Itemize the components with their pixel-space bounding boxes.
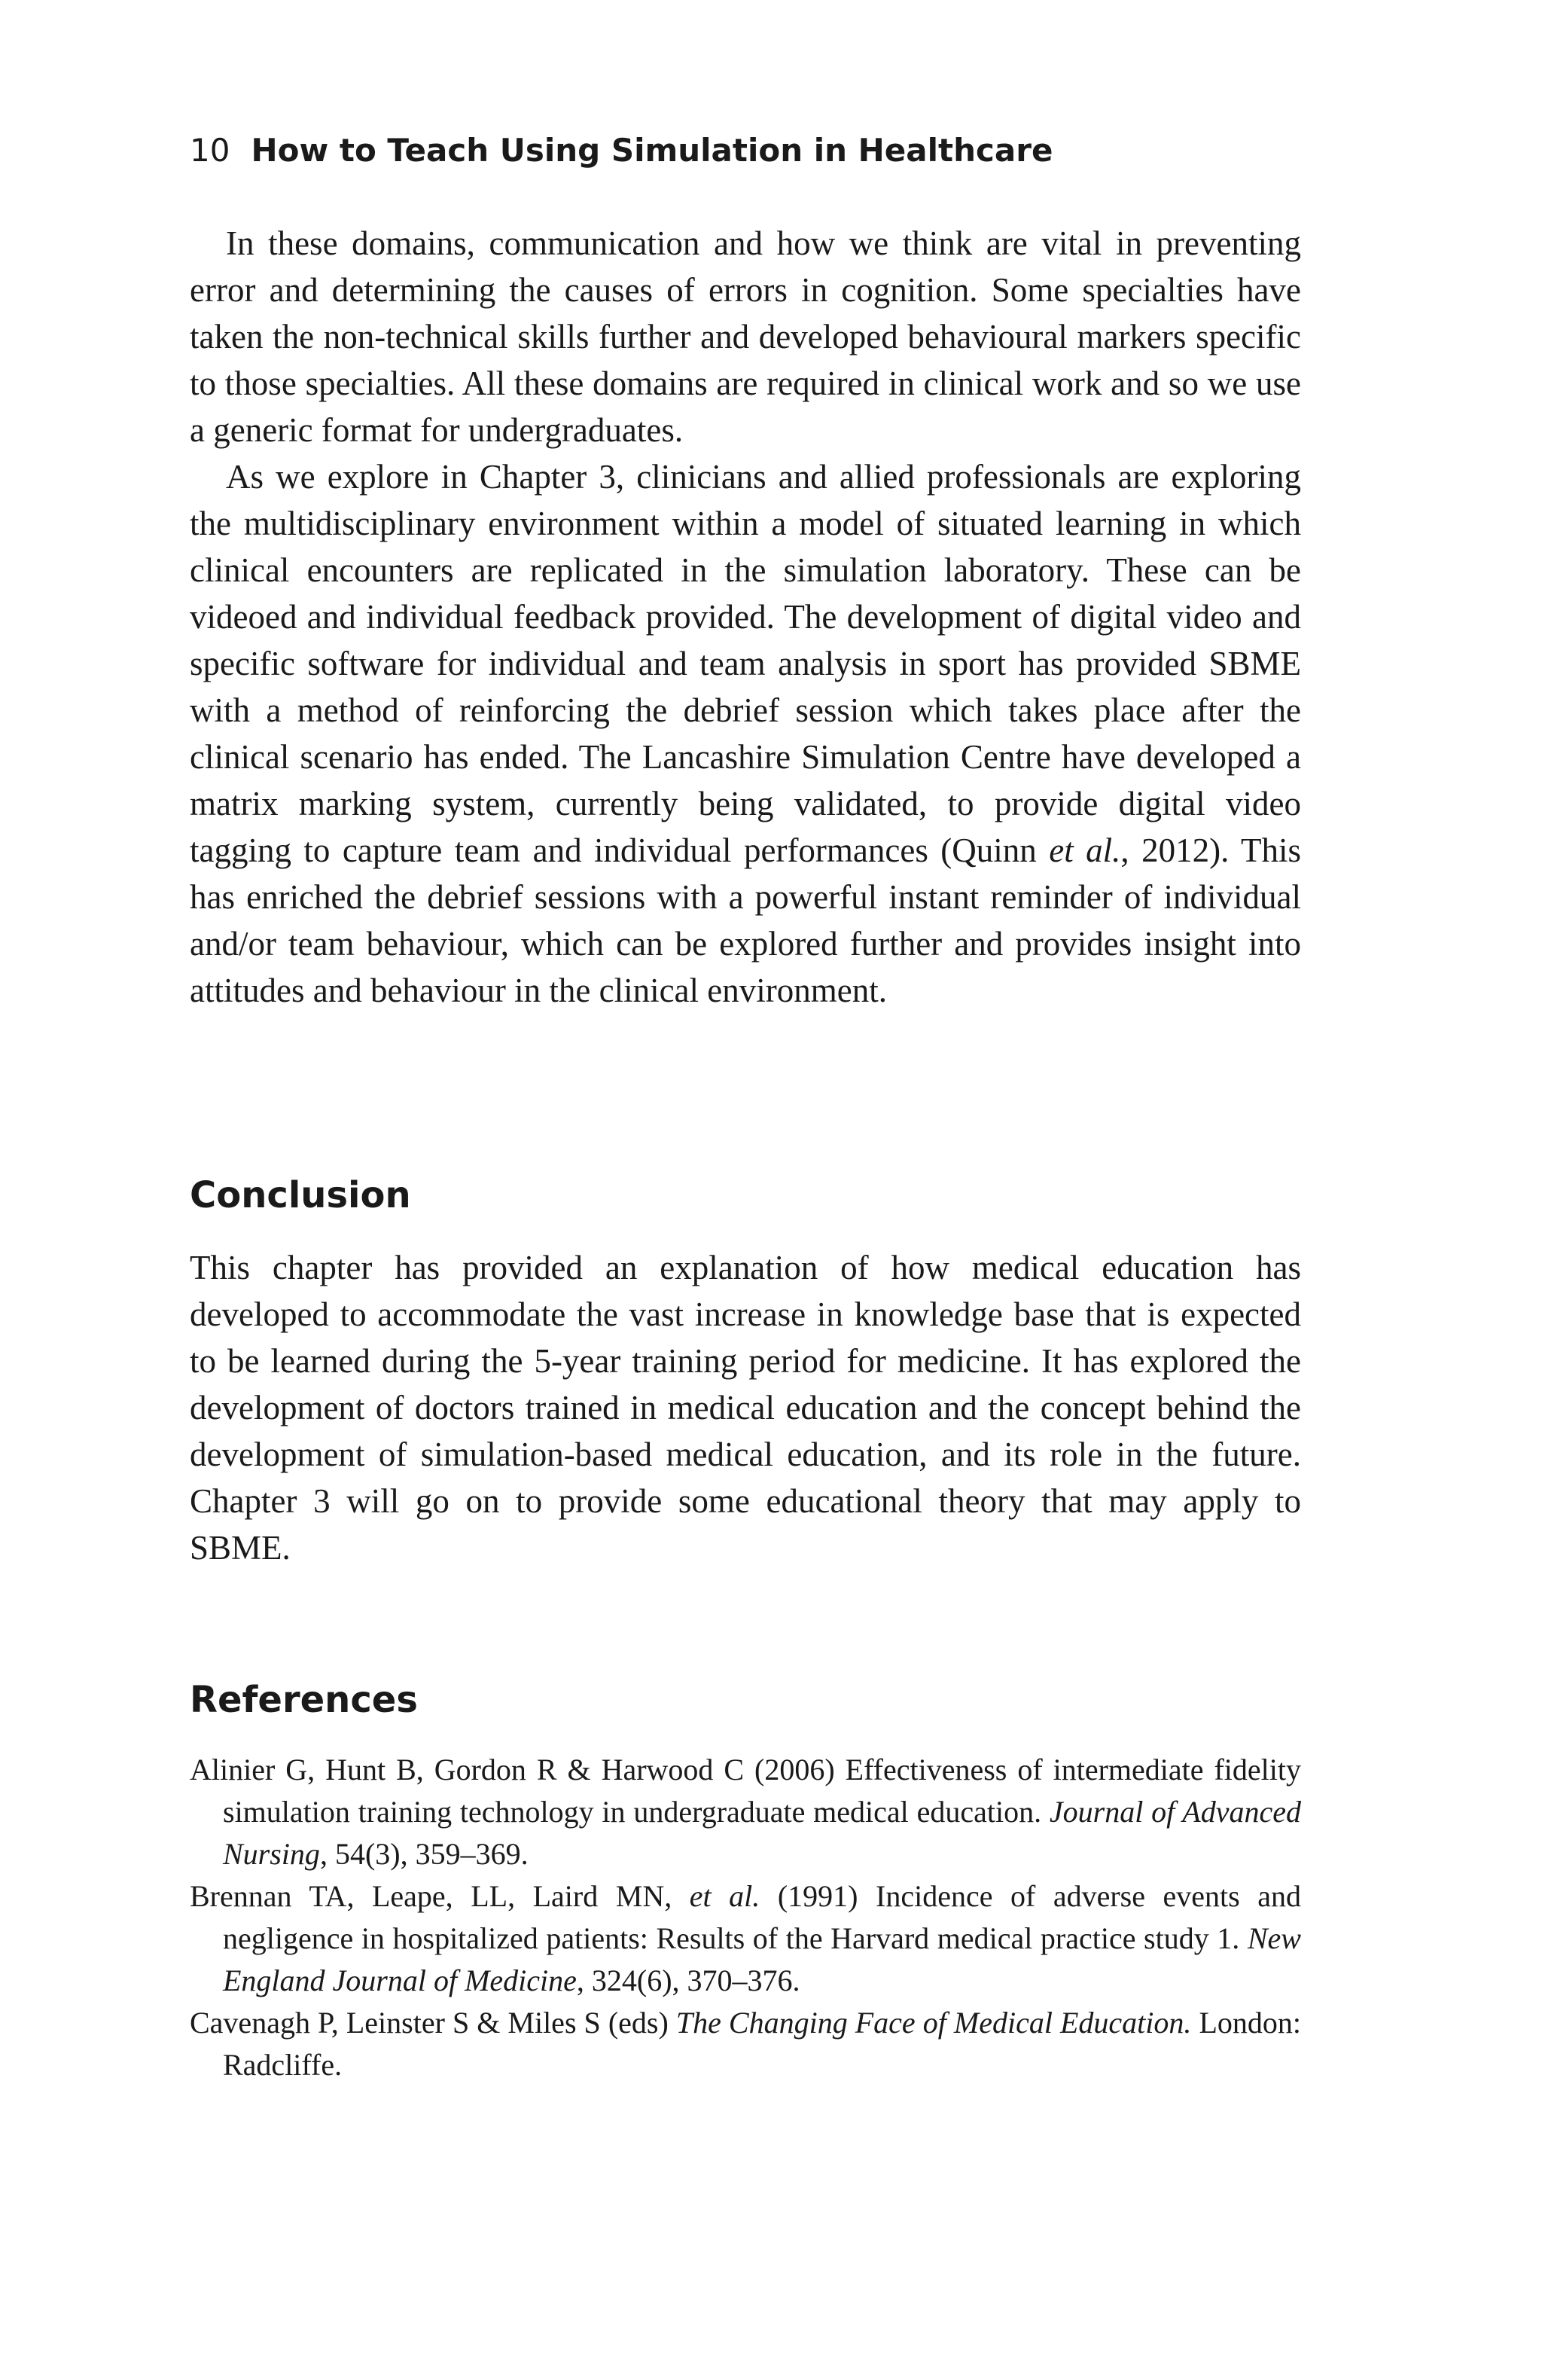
book-title: How to Teach Using Simulation in Healthcare (251, 132, 1053, 169)
reference-item (190, 1749, 1301, 1875)
reference-item (190, 1875, 1301, 2002)
reference-details: , 54(3), 359–369. (319, 1837, 529, 1871)
conclusion-section (190, 1244, 1301, 1571)
reference-details: London: Radcliffe. (223, 2006, 1301, 2082)
conclusion-paragraph: This chapter has provided an explanation of how medical education has developed to accommodate the vast increase in knowledge base that is expected to be learned during the 5-year training period for medicine. It has explored the development of doctors trained in medical education and the concept behind the development of simulation-based medical education, and its role in the future. Chapter 3 will go on to provide some educational theory that may apply to SBME. (190, 1249, 1301, 1567)
body-paragraph-2 (190, 453, 1301, 1014)
references-heading: References (190, 1679, 418, 1721)
reference-text: Alinier G, Hunt B, Gordon R & Harwood C (2006) Effectiveness of intermediate fidelity simulation training technology in undergraduate medical education. (190, 1753, 1301, 1829)
page-number: 10 (190, 132, 230, 169)
paragraph-2-citation-italic: et al. (1049, 831, 1121, 869)
reference-text: (1991) Incidence of adverse events and negligence in hospitalized patients: Results of the Harvard medical practice study 1. (223, 1879, 1302, 1955)
reference-et-al: et al. (689, 1879, 760, 1913)
reference-list (190, 1749, 1301, 2086)
reference-book-title: The Changing Face of Medical Education. (675, 2006, 1192, 2040)
paragraph-2-text-a: As we explore in Chapter 3, clinicians and allied professionals are exploring the multidisciplinary environment within a model of situated learning in which clinical encounters are replicated in the simulation laboratory. These can be videoed and individual feedback provided. The development of digital video and specific software for individual and team analysis in sport has provided SBME with a method of reinforcing the debrief session which takes place after the clinical scenario has ended. The Lancashire Simulation Centre have developed a matrix marking system, currently being validated, to provide digital video tagging to capture team and individual performances (Quinn (190, 458, 1301, 869)
body-paragraph-1: In these domains, communication and how we think are vital in preventing error and determining the causes of errors in cognition. Some specialties have taken the non-technical skills further and developed behavioural markers specific to those specialties. All these domains are required in clinical work and so we use a generic format for undergraduates. (190, 224, 1301, 449)
paragraph-2-text-b: , 2012). This has enriched the debrief sessions with a powerful instant reminder of individual and/or team behaviour, which can be explored further and provides insight into attitudes and behaviour in the clinical environment. (190, 831, 1301, 1009)
reference-text: Cavenagh P, Leinster S & Miles S (eds) (190, 2006, 676, 2040)
reference-details: , 324(6), 370–376. (576, 1964, 800, 1997)
conclusion-heading: Conclusion (190, 1174, 411, 1216)
reference-item (190, 2002, 1301, 2086)
reference-text: Brennan TA, Leape, LL, Laird MN, (190, 1879, 690, 1913)
intro-section (190, 220, 1301, 1014)
reference-journal: Journal of Advanced Nursing (223, 1795, 1301, 1871)
running-head (190, 128, 1053, 173)
reference-journal: New England Journal of Medicine (223, 1921, 1301, 1997)
